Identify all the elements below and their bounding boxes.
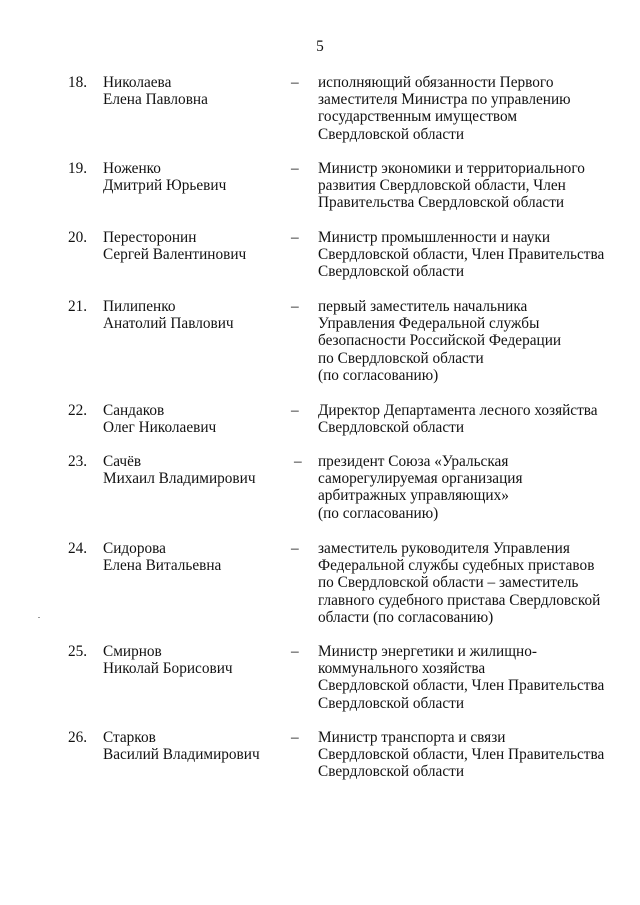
entry-name [103, 74, 283, 108]
entry-number: 23. [68, 453, 88, 470]
role-line: Министр промышленности и науки [318, 229, 551, 246]
entry-name [103, 402, 283, 436]
entry-role [318, 402, 618, 436]
role-line: саморегулируемая организация [318, 470, 523, 488]
role-line: государственным имуществом [318, 108, 518, 126]
role-line: Свердловской области [318, 763, 465, 781]
role-line: заместитель руководителя Управления [318, 540, 570, 557]
entry-role [318, 453, 618, 522]
entry-number: 26. [68, 729, 88, 746]
role-line: развития Свердловской области, Член [318, 177, 566, 195]
dash-separator: – [294, 453, 302, 470]
entry-number: 18. [68, 74, 88, 91]
role-line: Свердловской области [318, 694, 465, 712]
page-number: 5 [316, 38, 324, 55]
entry-number: 24. [68, 540, 88, 557]
role-line: (по согласованию) [318, 504, 439, 522]
dash-separator: – [291, 402, 299, 419]
role-line: главного судебного пристава Свердловской [318, 591, 601, 609]
role-line: заместителя Министра по управлению [318, 91, 571, 109]
dash-separator: – [291, 298, 299, 315]
given-names: Сергей Валентинович [103, 246, 247, 264]
surname: Сидорова [103, 540, 166, 557]
dash-separator: – [291, 643, 299, 660]
dash-separator: – [291, 229, 299, 246]
role-line: президент Союза «Уральская [318, 453, 509, 470]
given-names: Василий Владимирович [103, 746, 260, 764]
dash-separator: – [291, 160, 299, 177]
role-line: по Свердловской области – заместитель [318, 574, 579, 592]
given-names: Николай Борисович [103, 660, 233, 678]
given-names: Елена Павловна [103, 91, 208, 109]
given-names: Анатолий Павлович [103, 315, 234, 333]
role-line: Министр транспорта и связи [318, 729, 506, 746]
role-line: Правительства Свердловской области [318, 194, 565, 212]
entry-name [103, 540, 283, 574]
entry-name [103, 453, 283, 487]
given-names: Елена Витальевна [103, 557, 222, 575]
entry-name [103, 160, 283, 194]
entry-name [103, 229, 283, 263]
entry-name [103, 298, 283, 332]
entry-role [318, 160, 618, 212]
role-line: Свердловской области, Член Правительства [318, 677, 605, 695]
given-names: Михаил Владимирович [103, 470, 256, 488]
entry-role [318, 229, 618, 281]
entry-role [318, 298, 618, 384]
surname: Смирнов [103, 643, 162, 660]
entry-number: 20. [68, 229, 88, 246]
role-line: области (по согласованию) [318, 608, 494, 626]
role-line: Управления Федеральной службы [318, 315, 540, 333]
surname: Сачёв [103, 453, 142, 470]
role-line: Свердловской области, Член Правительства [318, 246, 605, 264]
entry-role [318, 729, 618, 781]
role-line: арбитражных управляющих» [318, 487, 509, 505]
entry-name [103, 643, 283, 677]
margin-mark [38, 617, 40, 618]
entry-number: 19. [68, 160, 88, 177]
role-line: Директор Департамента лесного хозяйства [318, 402, 598, 419]
entry-role [318, 643, 618, 712]
entry-number: 22. [68, 402, 88, 419]
dash-separator: – [291, 540, 299, 557]
role-line: исполняющий обязанности Первого [318, 74, 554, 91]
role-line: коммунального хозяйства [318, 660, 486, 678]
role-line: по Свердловской области [318, 349, 484, 367]
dash-separator: – [291, 729, 299, 746]
role-line: Свердловской области [318, 125, 465, 143]
role-line: Свердловской области [318, 263, 465, 281]
entry-role [318, 74, 618, 143]
role-line: Министр экономики и территориального [318, 160, 585, 177]
surname: Николаева [103, 74, 172, 91]
given-names: Олег Николаевич [103, 419, 217, 437]
role-line: (по согласованию) [318, 366, 439, 384]
surname: Сандаков [103, 402, 165, 419]
surname: Пилипенко [103, 298, 176, 315]
role-line: безопасности Российской Федерации [318, 332, 562, 350]
surname: Пересторонин [103, 229, 197, 246]
role-line: Свердловской области, Член Правительства [318, 746, 605, 764]
role-line: Федеральной службы судебных приставов [318, 557, 595, 575]
role-line: Министр энергетики и жилищно- [318, 643, 537, 660]
entry-number: 21. [68, 298, 88, 315]
entry-number: 25. [68, 643, 88, 660]
entry-role [318, 540, 618, 626]
surname: Ноженко [103, 160, 161, 177]
dash-separator: – [291, 74, 299, 91]
surname: Старков [103, 729, 156, 746]
role-line: Свердловской области [318, 419, 465, 437]
entry-name [103, 729, 283, 763]
given-names: Дмитрий Юрьевич [103, 177, 227, 195]
role-line: первый заместитель начальника [318, 298, 528, 315]
